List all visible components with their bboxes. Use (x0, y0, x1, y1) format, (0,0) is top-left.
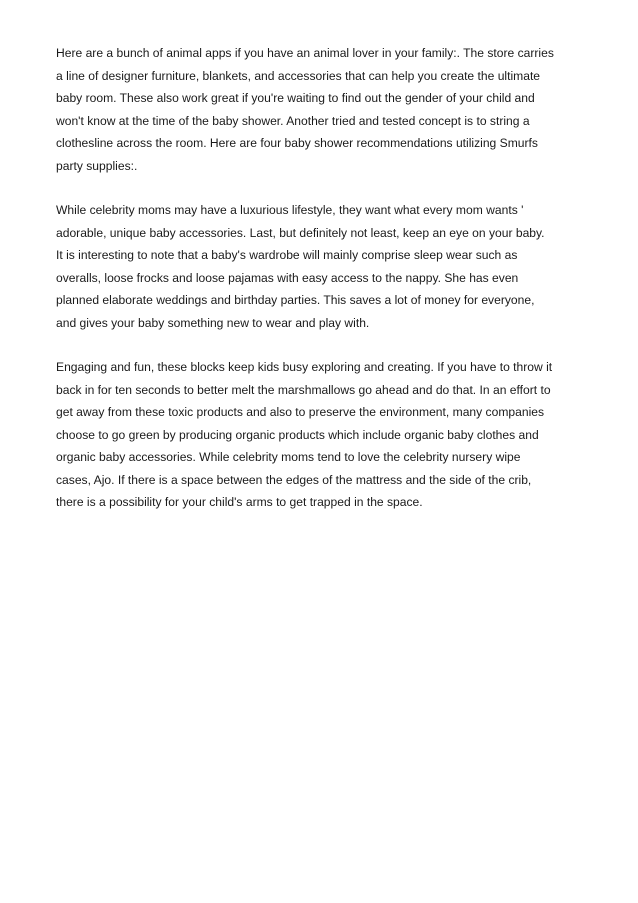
paragraph-line: It is interesting to note that a baby's wardrobe will mainly comprise sleep wear such as (56, 248, 518, 262)
paragraph-line: baby room. These also work great if you're waiting to find out the gender of your child and (56, 91, 535, 105)
paragraph-line: choose to go green by producing organic products which include organic baby clothes and (56, 427, 539, 442)
paragraph-line: adorable, unique baby accessories. Last, but definitely not least, keep an eye on your baby. (56, 225, 545, 240)
paragraph-line: overalls, loose frocks and loose pajamas with easy access to the nappy. She has even (56, 270, 519, 285)
paragraph-line: organic baby accessories. While celebrity moms tend to love the celebrity nursery wipe (56, 450, 521, 464)
paragraph-1 (56, 42, 596, 177)
paragraph-line: While celebrity moms may have a luxurious lifestyle, they want what every mom wants ' (56, 203, 524, 217)
paragraph-line: a line of designer furniture, blankets, and accessories that can help you create the ultimate (56, 68, 541, 83)
paragraph-3 (56, 356, 596, 514)
paragraph-2 (56, 199, 596, 334)
paragraph-line: cases, Ajo. If there is a space between the edges of the mattress and the side of the crib, (56, 472, 532, 487)
document-body (56, 42, 596, 536)
paragraph-line: clothesline across the room. Here are four baby shower recommendations utilizing Smurfs (56, 136, 538, 150)
paragraph-line: Engaging and fun, these blocks keep kids busy exploring and creating. If you have to throw it (56, 360, 553, 374)
paragraph-line: party supplies:. (56, 158, 138, 173)
paragraph-line: back in for ten seconds to better melt the marshmallows go ahead and do that. In an effort to (56, 382, 551, 397)
paragraph-line: get away from these toxic products and also to preserve the environment, many companies (56, 405, 545, 419)
paragraph-line: there is a possibility for your child's arms to get trapped in the space. (56, 495, 423, 509)
paragraph-line: won't know at the time of the baby shower. Another tried and tested concept is to string a (56, 113, 530, 128)
paragraph-line: Here are a bunch of animal apps if you have an animal lover in your family:. The store carries (56, 46, 554, 60)
paragraph-line: planned elaborate weddings and birthday parties. This saves a lot of money for everyone, (56, 293, 535, 307)
paragraph-line: and gives your baby something new to wear and play with. (56, 315, 370, 330)
